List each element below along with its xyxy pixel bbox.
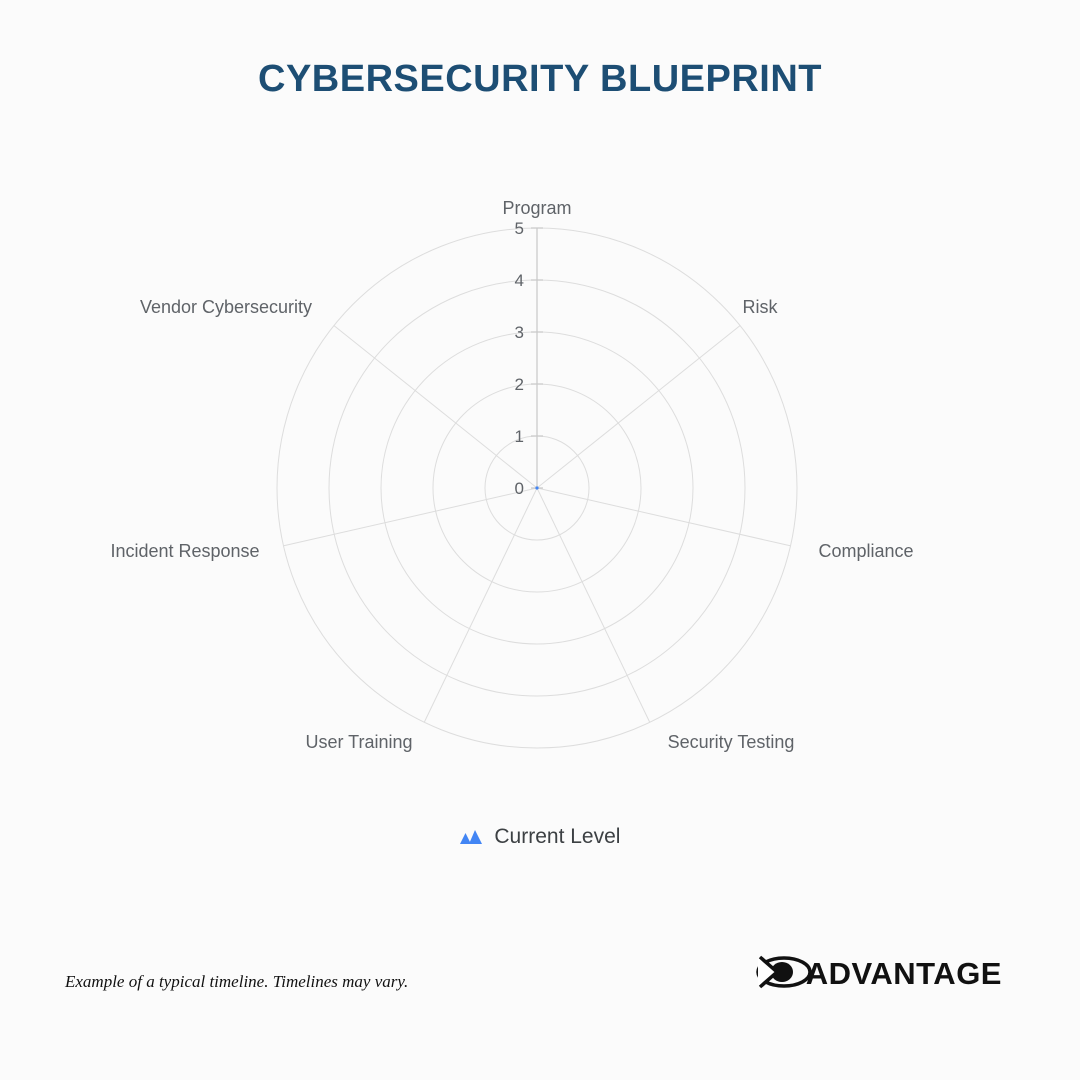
tick-label: 3 (514, 323, 524, 342)
radar-series-current-level (535, 486, 538, 489)
chart-legend (0, 825, 1080, 851)
tick-label: 2 (514, 375, 524, 394)
radar-tick-axis (531, 228, 543, 488)
axis-label-vendor-cybersecurity: Vendor Cybersecurity (139, 297, 313, 317)
tick-label: 0 (514, 479, 524, 498)
brand-name: ADVANTAGE (805, 956, 1002, 991)
radar-tick-labels (515, 219, 524, 498)
eye-logo-icon (756, 950, 812, 999)
axis-label-compliance: Compliance (818, 541, 914, 561)
axis-label-risk: Risk (742, 297, 778, 317)
page-title: CYBERSECURITY BLUEPRINT (258, 58, 822, 100)
brand-logo (756, 950, 1002, 998)
tick-label: 4 (514, 271, 524, 290)
legend-marker-current-level (460, 827, 482, 851)
axis-label-user-training: User Training (305, 732, 413, 752)
axis-label-security-testing: Security Testing (667, 732, 795, 752)
axis-label-incident-response: Incident Response (110, 541, 260, 561)
footnote: Example of a typical timeline. Timelines may vary. (65, 972, 409, 991)
tick-label: 1 (514, 427, 524, 446)
legend-label-current-level: Current Level (494, 825, 621, 848)
radar-chart (0, 150, 1080, 830)
radar-chart-svg (0, 150, 1080, 830)
tick-label: 5 (514, 219, 524, 238)
axis-label-program: Program (502, 198, 572, 218)
